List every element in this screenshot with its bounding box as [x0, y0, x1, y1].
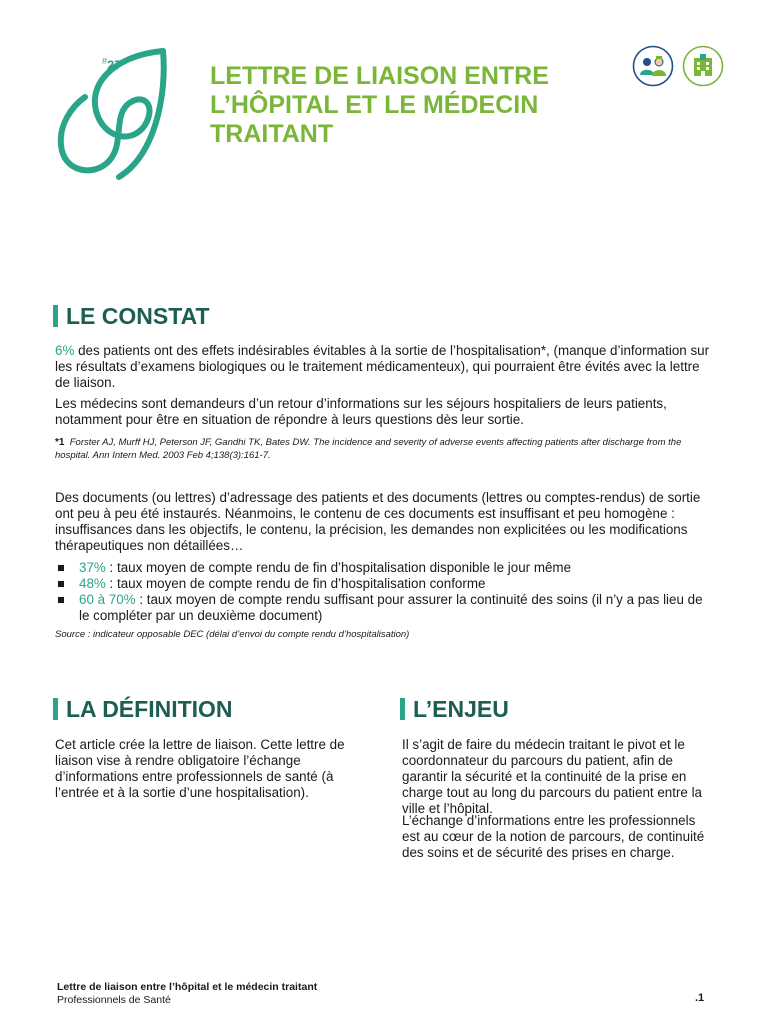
- page-title: LETTRE DE LIAISON ENTRE L’HÔPITAL ET LE MÉDECIN TRAITANT: [210, 62, 549, 148]
- heading-bar: [53, 698, 58, 720]
- constat-paragraph-2: Les médecins sont demandeurs d’un retour d’informations sur les séjours hospitaliers de leurs patients, notamment pour être en situation de répondre à leurs questions dès leur sortie.: [55, 396, 667, 427]
- heading-bar: [400, 698, 405, 720]
- list-item: 37% : taux moyen de compte rendu de fin d’hospitalisation disponible le jour même: [55, 560, 715, 576]
- footnote: *1 Forster AJ, Murff HJ, Peterson JF, Gandhi TK, Bates DW. The incidence and severity of adverse events affecting patients after discharge from the hospital. Ann Intern Med. 2003 Feb 4;138(3):161-7.: [55, 437, 682, 461]
- definition-text: Cet article crée la lettre de liaison. Cette lettre de liaison vise à rendre obligatoire l’échange d’informations entre professionnels de santé (à l’entrée et à la sortie d’une hospitalisation).: [55, 737, 345, 800]
- heading-bar: [53, 305, 58, 327]
- footer-subtitle: Professionnels de Santé: [57, 994, 171, 1006]
- list-item: 48% : taux moyen de compte rendu de fin d’hospitalisation conforme: [55, 576, 715, 592]
- footer-title: Lettre de liaison entre l’hôpital et le médecin traitant: [57, 981, 318, 993]
- source-note: Source : indicateur opposable DEC (délai d’envoi du compte rendu d’hospitalisation): [55, 629, 410, 640]
- doctor-nurse-icon: [632, 45, 674, 87]
- definition-heading: LA DÉFINITION: [53, 696, 233, 722]
- issue-number: #27: [102, 56, 122, 73]
- constat-paragraph-3: Des documents (ou lettres) d’adressage des patients et des documents (lettres ou comptes-rendus) de sortie ont peu à peu été instaurés. Néanmoins, le contenu de ces documents est insuffisant et peu homogène : insuffisances dans les objectifs, le contenu, la précision, les demandes non explicitées ou les modifications thérapeutiques non détaillées…: [55, 490, 701, 553]
- constat-heading: LE CONSTAT: [53, 303, 210, 329]
- list-item: 60 à 70% : taux moyen de compte rendu suffisant pour assurer la continuité des soins (il n’y a pas lieu de le compléter par un deuxième document): [55, 592, 715, 624]
- enjeu-paragraph-1: Il s’agit de faire du médecin traitant le pivot et le coordonnateur du parcours du patient, afin de garantir la sécurité et la continuité de la prise en charge tout au long du parcours du patient entre la ville et l’hôpital.: [402, 737, 703, 816]
- enjeu-paragraph-2: L’échange d’informations entre les professionnels est au cœur de la notion de parcours, de continuité des soins et de sécurité des prises en charge.: [402, 813, 705, 860]
- page-number: .1: [695, 992, 705, 1004]
- stat-highlight: 6%: [55, 343, 75, 358]
- stats-list: [55, 560, 715, 624]
- constat-paragraph-1: 6% des patients ont des effets indésirables évitables à la sortie de l’hospitalisation*, (manque d’information sur les résultats d’examens biologiques ou le traitement médicamenteux), qui pourraient être évités avec la lettre de liaison.: [55, 343, 710, 390]
- hospital-building-icon: [682, 45, 724, 87]
- enjeu-heading: L’ENJEU: [400, 696, 509, 722]
